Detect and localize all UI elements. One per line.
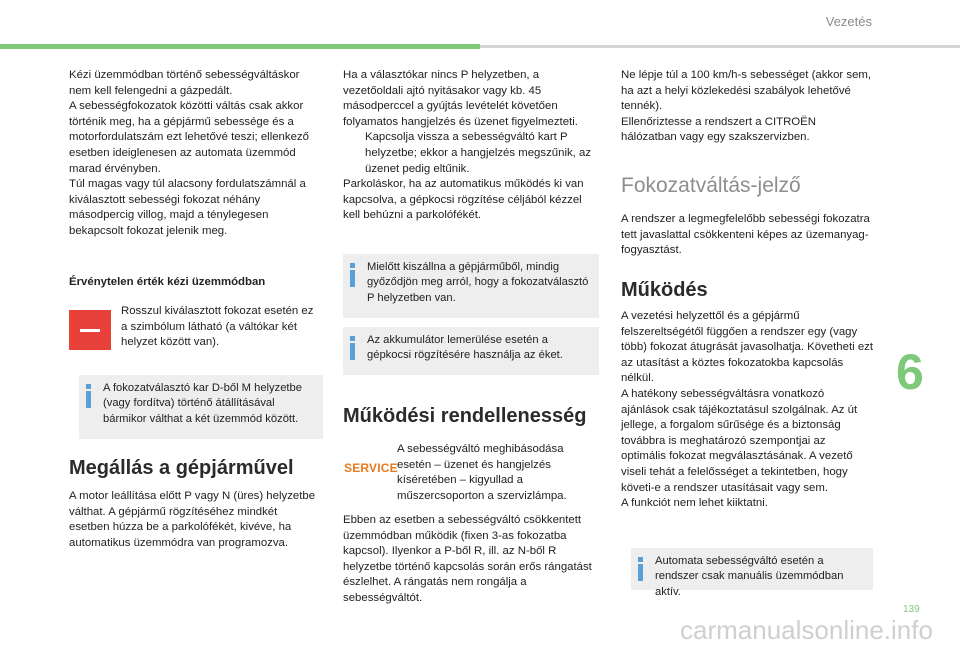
invalid-value-heading: Érvénytelen érték kézi üzemmódban [69, 276, 266, 288]
stop-text: A motor leállítása előtt P vagy N (üres) helyzetbe válthat. A gépjármű rögzítéséhez mindkét esetben húzza be a parkolófékét, kivéve, ha automatikus üzemmódra van programozva. [69, 490, 316, 549]
stop-heading: Megállás a gépjárművel [69, 457, 294, 479]
page-number: 139 [903, 604, 920, 615]
malfunction-text: Ebben az esetben a sebességváltó csökkentett üzemmódban működik (fixen 3-as fokozatba kapcsol). Ilyenkor a P-ből R, ill. az N-ből R helyzetbe történő kapcsolás során erős rángatást észlelhet. A rángatás nem rongálja a sebességváltót. [343, 514, 592, 604]
info-text: A fokozatválasztó kar D-ből M helyzetbe (vagy fordítva) történő átállításával bármikor válthat a két üzemmód között. [103, 382, 302, 425]
paragraph: A sebességfokozatok közötti váltás csak akkor történik meg, ha a gépjármű sebessége és a motorfordulatszám ezt lehetővé teszi; ellenkező esetben ideiglenesen az automata üzemmód marad érvényben. [69, 100, 309, 175]
service-warning-icon: SERVICE [344, 461, 398, 475]
info-box-battery [343, 327, 599, 375]
info-icon [350, 263, 355, 287]
paragraph: Ellenőriztesse a rendszert a CITROËN hálózatban vagy egy szakszervizben. [621, 115, 816, 144]
invalid-value-text: Rosszul kiválasztott fokozat esetén ez a szimbólum látható (a váltókar két helyzet között van). [121, 305, 314, 349]
paragraph: Ha a választókar nincs P helyzetben, a vezetőoldali ajtó nyitásakor vagy kb. 45 másodperccel a gyújtás levételét követően folyamatos hangjelzés és üzenet figyelmezteti. [343, 69, 578, 128]
gear-indicator-text: A rendszer a legmegfelelőbb sebességi fokozatra tett javaslattal csökkenteni képes az üzemanyag-fogyasztást. [621, 213, 870, 257]
header-progress-bar [0, 44, 480, 49]
paragraph: A funkciót nem lehet kiiktatni. [621, 497, 768, 510]
watermark: carmanualsonline.info [680, 615, 933, 645]
paragraph: A vezetési helyzettől és a gépjármű felszereltségétől függően a rendszer egy (vagy több) fokozat átugrását javasolhatja. Követheti ezt az utasítást a köztes fokozatokba kapcsolás nélkül. [621, 310, 874, 385]
service-text: A sebességváltó meghibásodása esetén – üzenet és hangjelzés kíséretében – kigyullad a műszercsoporton a szervizlámpa. [397, 443, 567, 502]
paragraph: Parkoláskor, ha az automatikus működés ki van kapcsolva, a gépkocsi rögzítése céljából kézzel kell behúzni a parkolófékét. [343, 178, 584, 222]
bullet-text: Kapcsolja vissza a sebességváltó kart P helyzetbe; ekkor a hangjelzés megszűnik, az üzenet pedig eltűnik. [365, 131, 592, 175]
chapter-number: 6 [896, 344, 924, 400]
info-box-mode-switch [79, 375, 323, 439]
operation-heading: Működés [621, 279, 708, 301]
info-text: Mielőtt kiszállna a gépjárműből, mindig győződjön meg arról, hogy a fokozatválasztó P helyzetben van. [367, 261, 589, 304]
info-text: Automata sebességváltó esetén a rendszer csak manuális üzemmódban aktív. [655, 555, 844, 598]
paragraph: Ne lépje túl a 100 km/h-s sebességet (akkor sem, ha azt a helyi közlekedési szabályok lehetővé tennék). [621, 69, 872, 113]
info-text: Az akkumulátor lemerülése esetén a gépkocsi rögzítésére használja az éket. [367, 334, 563, 362]
column-2 [343, 68, 599, 224]
malfunction-heading: Működési rendellenesség [343, 405, 587, 427]
gear-indicator-heading: Fokozatváltás-jelző [621, 174, 801, 197]
info-icon [86, 384, 91, 408]
paragraph: A hatékony sebességváltásra vonatkozó ajánlások csak tájékoztatásul szolgálnak. Az út jellege, a forgalom sűrűsége és a biztonság továbbra is meghatározó szempontjai az optimális fokozat megválasztásának. A vezető viseli tehát a felelősséget a tekintetben, hogy követi-e a rendszer utasításait vagy sem. [621, 387, 858, 494]
column-1 [69, 68, 319, 240]
info-box-park [343, 254, 599, 318]
info-box-manual-mode [631, 548, 873, 598]
header-divider [480, 45, 960, 48]
paragraph: Túl magas vagy túl alacsony fordulatszámnál a kiválasztott sebességi fokozat néhány másodpercig villog, majd a ténylegesen bekapcsolt fokozat jelenik meg. [69, 178, 306, 237]
invalid-gear-warning-icon [69, 310, 111, 350]
info-icon [350, 336, 355, 360]
info-icon [638, 557, 643, 581]
operation-text [621, 309, 873, 512]
section-title: Vezetés [825, 14, 872, 29]
paragraph: Kézi üzemmódban történő sebességváltáskor nem kell felengedni a gázpedált. [69, 69, 300, 97]
bullet-paragraph [343, 130, 599, 177]
column-3 [621, 68, 873, 146]
